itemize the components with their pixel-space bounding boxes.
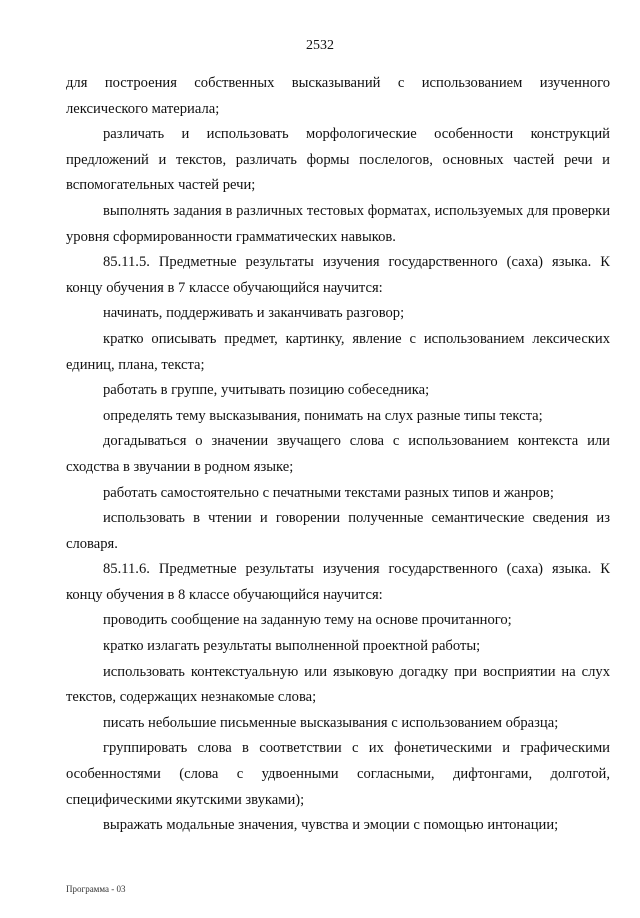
footer-program-label: Программа - 03 xyxy=(66,884,126,894)
paragraph: работать самостоятельно с печатными текстами разных типов и жанров; xyxy=(103,484,554,501)
paragraph: выполнять задания в различных тестовых форматах, используемых для проверки уровня сформированности грамматических навыков. xyxy=(66,202,610,245)
paragraph: различать и использовать морфологические особенности конструкций предложений и текстов, различать формы послелогов, основных частей речи и вспомогательных частей речи; xyxy=(66,126,610,194)
paragraph: кратко излагать результаты выполненной проектной работы; xyxy=(103,638,481,655)
page-number: 2532 xyxy=(306,38,334,53)
paragraph: начинать, поддерживать и заканчивать разговор; xyxy=(103,305,405,322)
paragraph: использовать контекстуальную или языковую догадку при восприятии на слух текстов, содержащих незнакомые слова; xyxy=(66,663,610,706)
paragraph: выражать модальные значения, чувства и эмоции с помощью интонации; xyxy=(103,817,559,834)
paragraph: для построения собственных высказываний с использованием изученного лексического материала; xyxy=(66,75,610,117)
paragraph: определять тему высказывания, понимать на слух разные типы текста; xyxy=(103,407,543,424)
paragraph: проводить сообщение на заданную тему на основе прочитанного; xyxy=(103,612,512,629)
section-heading-85-11-6: 85.11.6. Предметные результаты изучения государственного (саха) языка. К концу обучения в 8 классе обучающийся научится: xyxy=(66,561,610,603)
paragraph: кратко описывать предмет, картинку, явление с использованием лексических единиц, плана, текста; xyxy=(66,330,610,373)
paragraph: использовать в чтении и говорении полученные семантические сведения из словаря. xyxy=(66,510,610,552)
paragraph: работать в группе, учитывать позицию собеседника; xyxy=(103,382,430,399)
paragraph: группировать слова в соответствии с их фонетическими и графическими особенностями (слова с удвоенными согласными, дифтонгами, долготой, специфическими якутскими звуками); xyxy=(66,740,610,808)
paragraph: писать небольшие письменные высказывания с использованием образца; xyxy=(103,714,559,731)
section-heading-85-11-5: 85.11.5. Предметные результаты изучения государственного (саха) языка. К концу обучения в 7 классе обучающийся научится: xyxy=(66,254,610,296)
document-body xyxy=(66,71,610,839)
paragraph: догадываться о значении звучащего слова с использованием контекста или сходства в звучании в родном языке; xyxy=(66,433,610,475)
